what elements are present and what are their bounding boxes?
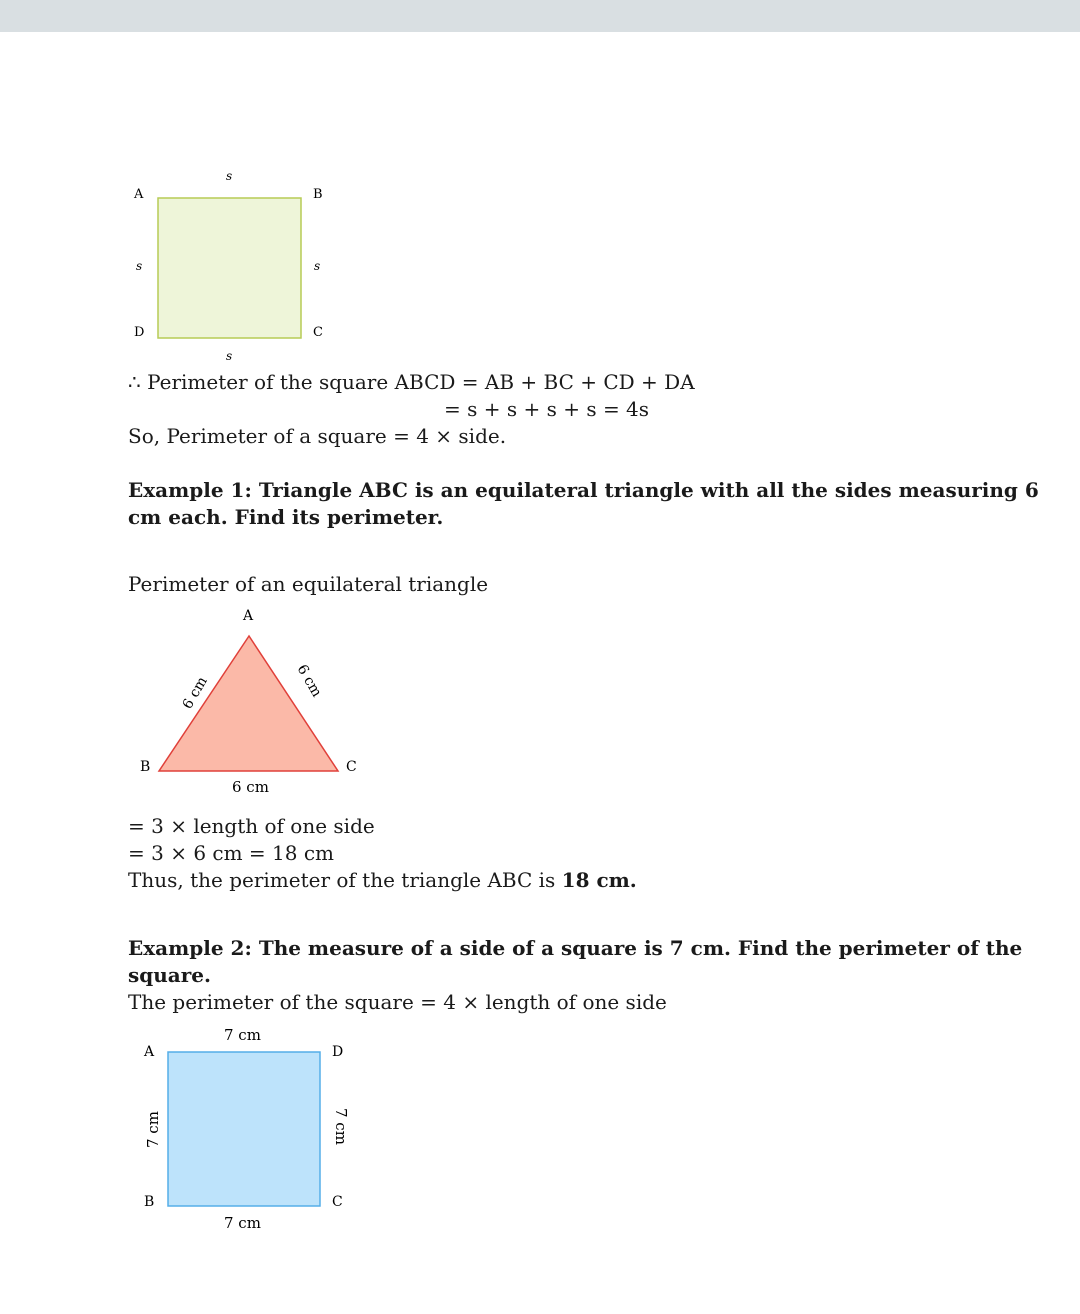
top-bar: [0, 0, 1080, 32]
square-figure: [120, 166, 340, 372]
example1-calc-line2: = 3 × 6 cm = 18 cm: [128, 841, 335, 865]
example2-heading-line1: Example 2: The measure of a side of a square is 7 cm. Find the perimeter of the: [128, 936, 1023, 960]
example2-formula: The perimeter of the square = 4 × length of one side: [128, 990, 667, 1014]
side-bottom-label: s: [226, 349, 233, 363]
example1-result: [128, 868, 637, 892]
side-top-label: s: [226, 169, 233, 183]
square-perimeter-rule: So, Perimeter of a square = 4 × side.: [128, 424, 507, 448]
side-bottom-label: 6 cm: [232, 778, 269, 796]
vertex-b-label: B: [140, 759, 151, 775]
document-page[interactable]: [0, 32, 1080, 1314]
side-right-label: s: [314, 259, 321, 273]
side-left-label: s: [136, 259, 143, 273]
example1-subtitle: Perimeter of an equilateral triangle: [128, 572, 489, 596]
example1-heading-line2: cm each. Find its perimeter.: [128, 505, 444, 529]
vertex-d-label: D: [134, 325, 145, 340]
vertex-a-label: A: [134, 187, 144, 202]
side-bottom-label: 7 cm: [224, 1214, 261, 1232]
vertex-b-label: B: [313, 187, 323, 202]
side-right-label: 7 cm: [332, 1108, 350, 1145]
vertex-c-label: C: [332, 1194, 343, 1210]
vertex-a-label: A: [144, 1044, 155, 1060]
side-left-label: 7 cm: [144, 1111, 162, 1148]
vertex-d-label: D: [332, 1044, 344, 1060]
example1-result-value: 18 cm.: [561, 868, 637, 892]
vertex-c-label: C: [346, 759, 357, 775]
square-perimeter-line1: ∴ Perimeter of the square ABCD = AB + BC + CD + DA: [128, 370, 695, 394]
example1-calc-line1: = 3 × length of one side: [128, 814, 375, 838]
square-shape: [158, 198, 301, 338]
square-7cm-shape: [168, 1052, 320, 1206]
side-top-label: 7 cm: [224, 1026, 261, 1044]
vertex-b-label: B: [144, 1194, 155, 1210]
square-perimeter-line2: = s + s + s + s = 4s: [444, 397, 650, 421]
vertex-c-label: C: [313, 325, 323, 340]
example2-heading-line2: square.: [128, 963, 211, 987]
square-7cm-figure: [130, 1022, 370, 1242]
triangle-figure: [130, 600, 380, 800]
side-right-label: 6 cm: [293, 662, 325, 700]
side-left-label: 6 cm: [179, 674, 211, 712]
vertex-a-label: A: [243, 608, 254, 624]
example1-result-text: Thus, the perimeter of the triangle ABC is: [128, 868, 562, 892]
example1-heading-line1: Example 1: Triangle ABC is an equilateral triangle with all the sides measuring 6: [128, 478, 1039, 502]
